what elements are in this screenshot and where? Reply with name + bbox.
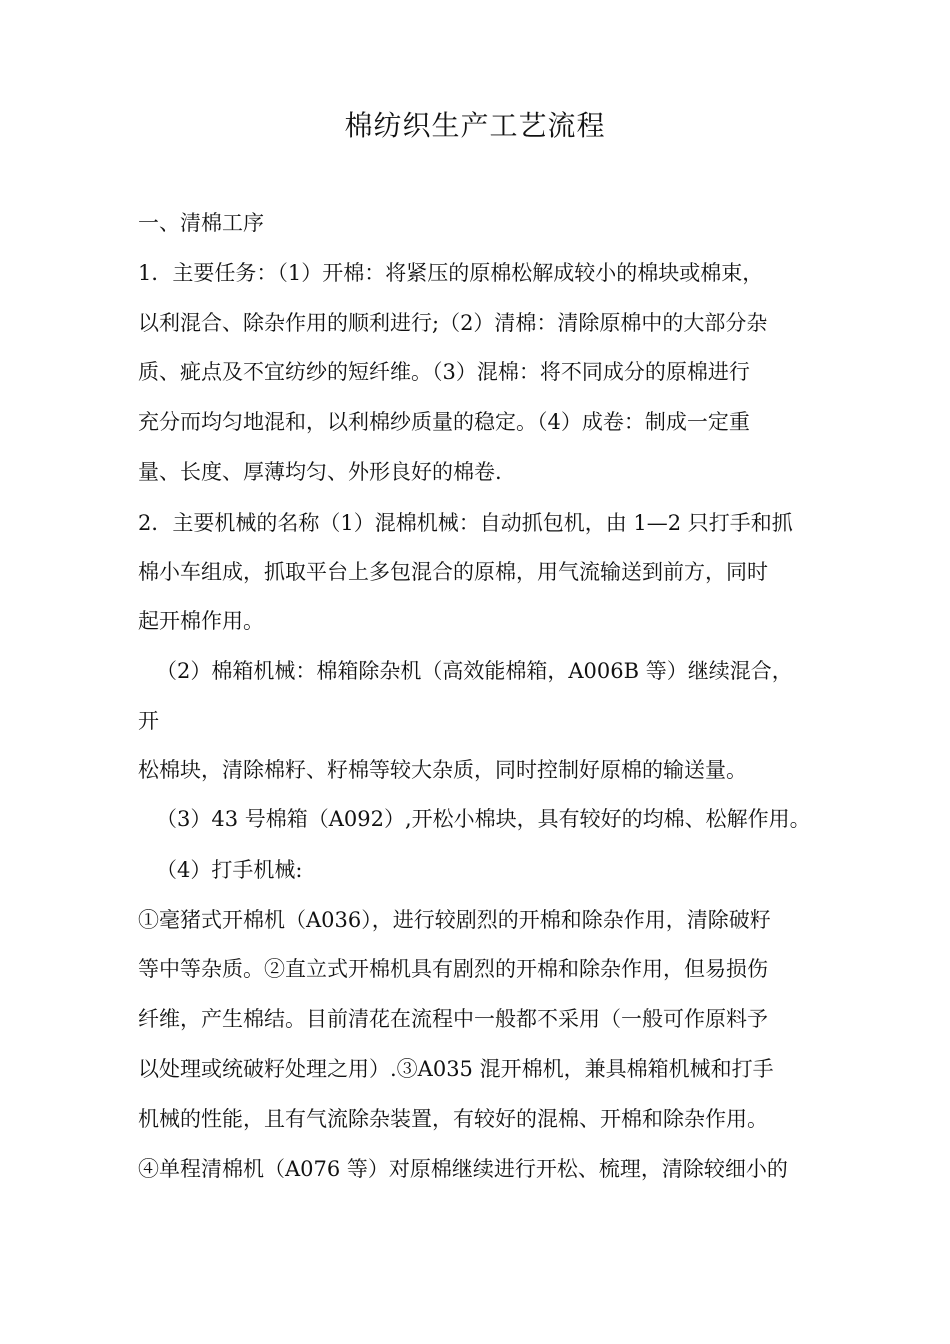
text-line: （2）棉箱机械：棉箱除杂机（高效能棉箱，A006B 等）继续混合， — [156, 659, 793, 683]
document-title: 棉纺织生产工艺流程 — [344, 109, 606, 142]
text-line: 质、疵点及不宜纺纱的短纤维。（3）混棉：将不同成分的原棉进行 — [138, 360, 750, 384]
text-line: 松棉块，清除棉籽、籽棉等较大杂质，同时控制好原棉的输送量。 — [138, 758, 747, 782]
text-line: 1．主要任务：（1）开棉：将紧压的原棉松解成较小的棉块或棉束， — [138, 261, 764, 285]
section-heading: 一、清棉工序 — [138, 211, 264, 235]
text-line: 起开棉作用。 — [138, 609, 264, 633]
text-line: 以利混合、除杂作用的顺利进行;（2）清棉：清除原棉中的大部分杂 — [138, 311, 768, 335]
text-line: ④单程清棉机（A076 等）对原棉继续进行开松、梳理，清除较细小的 — [138, 1157, 788, 1181]
text-line: （4）打手机械: — [156, 858, 303, 882]
text-line: 开 — [138, 709, 159, 733]
text-line: （3）43 号棉箱（A092）,开松小棉块，具有较好的均棉、松解作用。 — [156, 807, 811, 831]
text-line: 2．主要机械的名称（1）混棉机械：自动抓包机，由 1—2 只打手和抓 — [138, 511, 793, 535]
text-line: 棉小车组成，抓取平台上多包混合的原棉，用气流输送到前方，同时 — [138, 560, 768, 584]
text-line: 机械的性能，且有气流除杂装置，有较好的混棉、开棉和除杂作用。 — [138, 1107, 768, 1131]
text-line: ①毫猪式开棉机（A036），进行较剧烈的开棉和除杂作用，清除破籽 — [138, 908, 771, 932]
text-line: 纤维，产生棉结。目前清花在流程中一般都不采用（一般可作原料予 — [138, 1007, 768, 1031]
text-line: 等中等杂质。②直立式开棉机具有剧烈的开棉和除杂作用，但易损伤 — [138, 957, 768, 981]
text-line: 量、长度、厚薄均匀、外形良好的棉卷. — [138, 460, 502, 484]
text-line: 以处理或统破籽处理之用）.③A035 混开棉机，兼具棉箱机械和打手 — [138, 1057, 774, 1081]
text-line: 充分而均匀地混和，以利棉纱质量的稳定。（4）成卷：制成一定重 — [138, 410, 750, 434]
